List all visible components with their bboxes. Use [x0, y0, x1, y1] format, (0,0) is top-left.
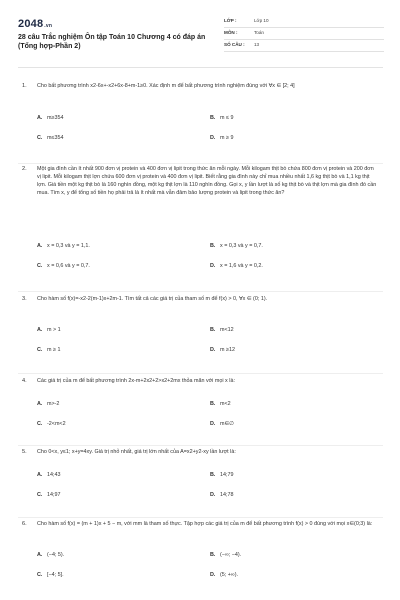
option-a[interactable] — [37, 111, 63, 125]
option-a[interactable] — [37, 397, 59, 411]
option-d[interactable] — [210, 488, 234, 502]
option-letter: D. — [210, 571, 216, 578]
question-6 — [18, 520, 383, 594]
option-a[interactable] — [37, 239, 90, 253]
logo-suffix: .vn — [44, 23, 53, 29]
option-text: m<12 — [220, 326, 234, 333]
option-text: m<2 — [220, 400, 231, 407]
option-b[interactable] — [210, 111, 233, 125]
meta-row-count — [224, 40, 384, 52]
option-text: 14;78 — [220, 491, 234, 498]
meta-value: Toán — [254, 30, 264, 36]
question-text: Cho 0<x, y≤1; x+y=4xy. Giá trị nhỏ nhất, giá trị lớn nhất của A=x2+y2-xy lần lượt là: — [37, 449, 236, 455]
option-letter: D. — [210, 346, 216, 353]
answer-options — [37, 239, 377, 295]
option-letter: D. — [210, 420, 216, 427]
option-text: x = 0,3 và y = 0,7. — [220, 242, 263, 249]
option-b[interactable] — [210, 239, 263, 253]
answer-options — [37, 468, 377, 524]
question-divider — [18, 445, 383, 446]
meta-value: 13 — [254, 42, 260, 48]
option-text: m ≥ 1 — [47, 346, 61, 353]
option-letter: B. — [210, 400, 216, 407]
question-divider — [18, 517, 383, 518]
meta-row-class — [224, 16, 384, 28]
option-text: m≥354 — [47, 114, 64, 121]
question-number: 1. — [22, 83, 27, 89]
question-number: 6. — [22, 521, 27, 527]
page-header — [18, 14, 383, 60]
question-divider — [18, 373, 383, 374]
option-letter: B. — [210, 114, 216, 121]
option-text: (−4; 5). — [47, 551, 65, 558]
option-c[interactable] — [37, 488, 61, 502]
option-letter: C. — [37, 420, 43, 427]
option-d[interactable] — [210, 259, 263, 273]
option-text: 14;79 — [220, 471, 234, 478]
option-letter: C. — [37, 491, 43, 498]
question-divider — [18, 163, 383, 164]
option-letter: D. — [210, 134, 216, 141]
option-letter: C. — [37, 262, 43, 269]
option-c[interactable] — [37, 343, 60, 357]
option-text: m ≤ 9 — [220, 114, 234, 121]
option-letter: A. — [37, 471, 43, 478]
question-text: Cho hàm số f(x) = (m + 1)x + 5 − m, với mm là tham số thực. Tập hợp các giá trị của m để bất phương trình f(x) > 0 đúng với mọi x∈(0;3) là: — [37, 521, 373, 527]
option-text: m>-2 — [47, 400, 60, 407]
option-text: m∈∅ — [220, 420, 234, 427]
question-text: Một gia đình cần ít nhất 900 đơn vị protein và 400 đơn vị lipit trong thức ăn mỗi ngày. Mỗi kilogam thịt bò chứa 800 đơn vị protein và 200 đơn vị lipit. Mỗi kilogam thịt lợn chứa 600 đơn vị protein và 400 đơn vị lipit. Biết rằng gia đình này chỉ mua nhiều nhất 1,6 kg thịt bò và 1,1 kg thịt lợn. Giá tiền một kg thịt bò là 160 nghìn đồng, một kg thịt lợn là 110 nghìn đồng. Gọi x, y lần lượt là số kg thịt bò và thịt lợn mà gia đình đó cần mua. Tìm x, y để tổng số tiền họ phải trả là ít nhất mà vẫn đảm bảo lượng protein và lipit trong thức ăn? — [37, 166, 377, 197]
meta-label: SỐ CÂU : — [224, 42, 245, 48]
option-text: (5; +∞). — [220, 571, 239, 578]
option-text: 14;43 — [47, 471, 61, 478]
question-5 — [18, 448, 383, 524]
option-a[interactable] — [37, 548, 64, 562]
option-b[interactable] — [210, 548, 241, 562]
answer-options — [37, 111, 377, 167]
option-text: -2<m<2 — [47, 420, 66, 427]
option-text: 14;97 — [47, 491, 61, 498]
option-letter: A. — [37, 326, 43, 333]
answer-options — [37, 548, 377, 594]
option-c[interactable] — [37, 568, 64, 582]
question-2 — [18, 165, 383, 295]
option-b[interactable] — [210, 323, 234, 337]
question-text: Cho bất phương trình x2-6x+-x2+6x-8+m-1≥0. Xác định m để bất phương trình nghiệm đúng với ∀x ∈ [2; 4] — [37, 83, 295, 89]
question-number: 5. — [22, 449, 27, 455]
question-1 — [18, 82, 383, 167]
question-4 — [18, 377, 383, 453]
option-d[interactable] — [210, 131, 233, 145]
option-b[interactable] — [210, 397, 231, 411]
option-c[interactable] — [37, 259, 90, 273]
option-text: [−4; 5]. — [47, 571, 64, 578]
option-a[interactable] — [37, 468, 61, 482]
option-a[interactable] — [37, 323, 61, 337]
option-text: m > 1 — [47, 326, 61, 333]
option-letter: D. — [210, 491, 216, 498]
option-c[interactable] — [37, 417, 66, 431]
meta-label: MÔN : — [224, 30, 238, 36]
option-letter: C. — [37, 134, 43, 141]
option-d[interactable] — [210, 568, 238, 582]
meta-label: LỚP : — [224, 18, 237, 24]
option-letter: B. — [210, 471, 216, 478]
option-letter: A. — [37, 400, 43, 407]
question-number: 2. — [22, 166, 27, 172]
option-letter: A. — [37, 551, 43, 558]
meta-row-subject — [224, 28, 384, 40]
question-text: Cho hàm số f(x)=-x2-2(m-1)x+2m-1. Tìm tất cả các giá trị của tham số m để f(x) > 0, ∀x ∈ (0; 1). — [37, 296, 268, 302]
option-letter: A. — [37, 114, 43, 121]
option-text: (−∞; −4). — [220, 551, 242, 558]
option-text: m≤354 — [47, 134, 64, 141]
meta-value: Lớp 10 — [254, 18, 269, 24]
option-b[interactable] — [210, 468, 234, 482]
option-d[interactable] — [210, 417, 234, 431]
option-c[interactable] — [37, 131, 63, 145]
site-logo[interactable] — [18, 16, 52, 33]
option-text: x = 0,6 và y = 0,7. — [47, 262, 90, 269]
option-letter: B. — [210, 551, 216, 558]
option-letter: C. — [37, 346, 43, 353]
option-d[interactable] — [210, 343, 235, 357]
question-divider — [18, 291, 383, 292]
question-number: 3. — [22, 296, 27, 302]
header-divider — [18, 67, 383, 68]
option-text: x = 0,3 và y = 1,1. — [47, 242, 90, 249]
option-letter: D. — [210, 262, 216, 269]
option-letter: A. — [37, 242, 43, 249]
option-text: m ≥ 9 — [220, 134, 234, 141]
document-title: 28 câu Trắc nghiệm Ôn tập Toán 10 Chương 4 có đáp án (Tổng hợp-Phần 2) — [18, 34, 206, 51]
question-number: 4. — [22, 378, 27, 384]
document-meta — [224, 16, 384, 52]
answer-options — [37, 323, 377, 379]
question-3 — [18, 295, 383, 379]
option-text: m ≥12 — [220, 346, 235, 353]
question-text: Các giá trị của m để bất phương trình 2x-m+2x2+2>x2+2mx thỏa mãn với mọi x là: — [37, 378, 235, 384]
logo-text: 2048 — [18, 18, 44, 30]
option-letter: B. — [210, 326, 216, 333]
option-letter: C. — [37, 571, 43, 578]
option-letter: B. — [210, 242, 216, 249]
option-text: x = 1,6 và y = 0,2. — [220, 262, 263, 269]
